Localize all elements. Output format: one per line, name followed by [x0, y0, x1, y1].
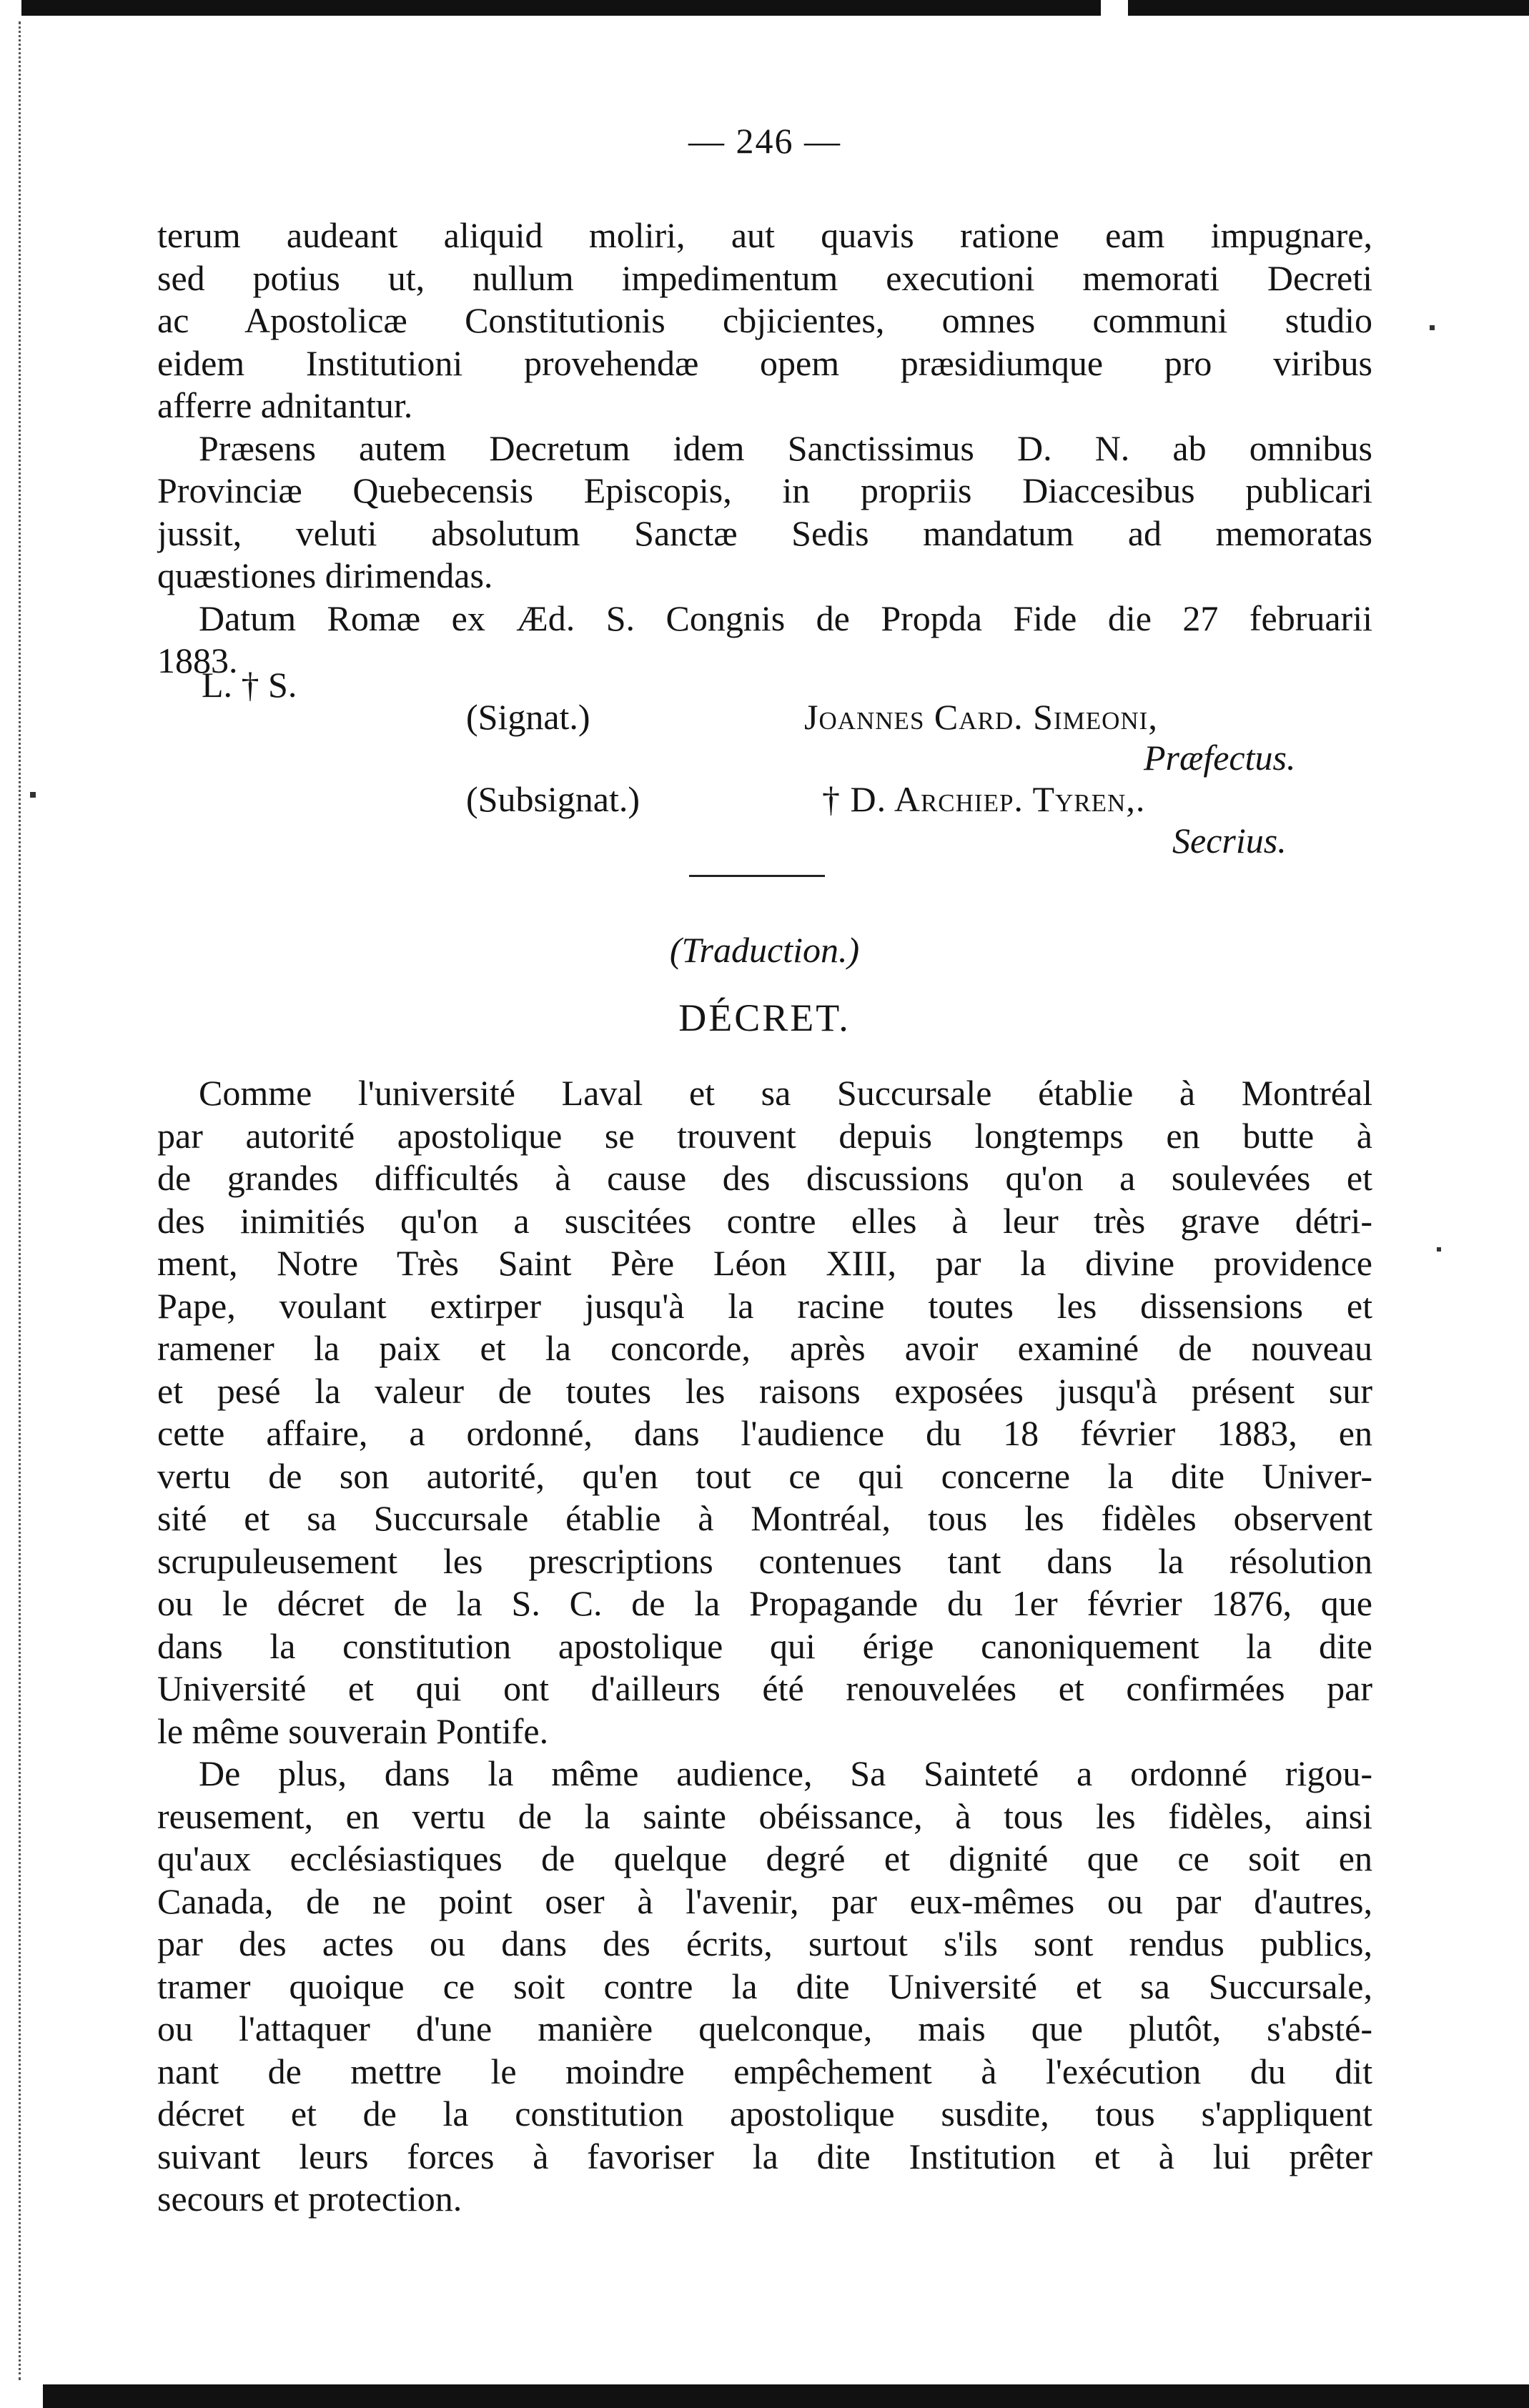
left-page-edge — [19, 21, 21, 2380]
bottom-border-rule — [43, 2384, 1529, 2408]
text-line: Université et qui ont d'ailleurs été renouvelées et confirmées par — [157, 1668, 1372, 1708]
subsignat-label: (Subsignat.) — [466, 779, 640, 819]
text-line: dans la constitution apostolique qui érige canoniquement la dite — [157, 1625, 1372, 1666]
text-line: ou le décret de la S. C. de la Propagande du 1er février 1876, que — [157, 1583, 1372, 1623]
text-line: 1883. — [157, 640, 238, 680]
text-line: Datum Romæ ex Æd. S. Congnis de Propda Fide die 27 februarii — [199, 598, 1372, 638]
text-line: ou l'attaquer d'une manière quelconque, mais que plutôt, s'absté- — [157, 2008, 1372, 2048]
text-line: qu'aux ecclésiastiques de quelque degré et dignité que ce soit en — [157, 1838, 1372, 1878]
text-line: sed potius ut, nullum impedimentum executioni memorati Decreti — [157, 257, 1372, 298]
scan-speck — [30, 792, 36, 798]
translation-heading: (Traduction.) — [669, 930, 860, 970]
text-line: par des actes ou dans des écrits, surtout s'ils sont rendus publics, — [157, 1923, 1372, 1963]
page-number: — 246 — — [688, 121, 841, 161]
text-line: nant de mettre le moindre empêchement à l'exécution du dit — [157, 2051, 1372, 2091]
text-line: quæstiones dirimendas. — [157, 555, 493, 595]
decree-title: DÉCRET. — [678, 996, 851, 1039]
text-line: ramener la paix et la concorde, après avoir examiné de nouveau — [157, 1328, 1372, 1368]
text-line: eidem Institutioni provehendæ opem præsidiumque pro viribus — [157, 342, 1372, 383]
text-line: le même souverain Pontife. — [157, 1710, 549, 1751]
text-line: secours et protection. — [157, 2179, 462, 2219]
text-line: Comme l'université Laval et sa Succursale établie à Montréal — [199, 1073, 1372, 1113]
top-border-notch — [1101, 0, 1128, 17]
text-line: de grandes difficultés à cause des discussions qu'on a soulevées et — [157, 1158, 1372, 1198]
text-line: sité et sa Succursale établie à Montréal, tous les fidèles observent — [157, 1498, 1372, 1538]
text-line: des inimitiés qu'on a suscitées contre elles à leur très grave détri- — [157, 1200, 1372, 1241]
french-translation — [157, 1072, 1372, 2221]
subsignatory-name: † D. Archiep. Tyren,. — [822, 779, 1146, 819]
separator-rule — [689, 875, 825, 877]
seal-mark: L. † S. — [202, 665, 297, 705]
text-line: Canada, de ne point oser à l'avenir, par eux-mêmes ou par d'autres, — [157, 1881, 1372, 1921]
text-line: décret et de la constitution apostolique susdite, tous s'appliquent — [157, 2094, 1372, 2134]
text-line: scrupuleusement les prescriptions contenues tant dans la résolution — [157, 1540, 1372, 1581]
text-line: ment, Notre Très Saint Père Léon XIII, par la divine providence — [157, 1243, 1372, 1283]
scan-speck — [1437, 1247, 1441, 1252]
text-line: par autorité apostolique se trouvent depuis longtemps en butte à — [157, 1115, 1372, 1156]
text-line: jussit, veluti absolutum Sanctæ Sedis mandatum ad memoratas — [157, 512, 1372, 553]
text-line: afferre adnitantur. — [157, 385, 413, 425]
text-line: reusement, en vertu de la sainte obéissance, à tous les fidèles, ainsi — [157, 1795, 1372, 1836]
signatory-name: Joannes Card. Simeoni, — [804, 697, 1158, 737]
text-line: suivant leurs forces à favoriser la dite Institution et à lui prêter — [157, 2136, 1372, 2176]
text-line: terum audeant aliquid moliri, aut quavis ratione eam impugnare, — [157, 215, 1372, 255]
text-line: cette affaire, a ordonné, dans l'audience du 18 février 1883, en — [157, 1413, 1372, 1453]
text-line: tramer quoique ce soit contre la dite Université et sa Succursale, — [157, 1966, 1372, 2006]
top-border-rule — [21, 0, 1529, 16]
latin-decree-ending — [157, 214, 1372, 683]
signatory-title: Præfectus. — [1144, 738, 1296, 778]
text-line: Provinciæ Quebecensis Episcopis, in propriis Diaccesibus publicari — [157, 470, 1372, 510]
text-line: vertu de son autorité, qu'en tout ce qui concerne la dite Univer- — [157, 1455, 1372, 1496]
scan-speck — [1430, 325, 1435, 330]
signat-label: (Signat.) — [466, 697, 590, 737]
text-line: Præsens autem Decretum idem Sanctissimus D. N. ab omnibus — [199, 427, 1372, 468]
subsignatory-title: Secrius. — [1172, 821, 1287, 861]
text-line: De plus, dans la même audience, Sa Sainteté a ordonné rigou- — [199, 1753, 1372, 1793]
text-line: et pesé la valeur de toutes les raisons exposées jusqu'à présent sur — [157, 1370, 1372, 1411]
text-line: ac Apostolicæ Constitutionis cbjicientes, omnes communi studio — [157, 300, 1372, 340]
text-line: Pape, voulant extirper jusqu'à la racine toutes les dissensions et — [157, 1285, 1372, 1326]
